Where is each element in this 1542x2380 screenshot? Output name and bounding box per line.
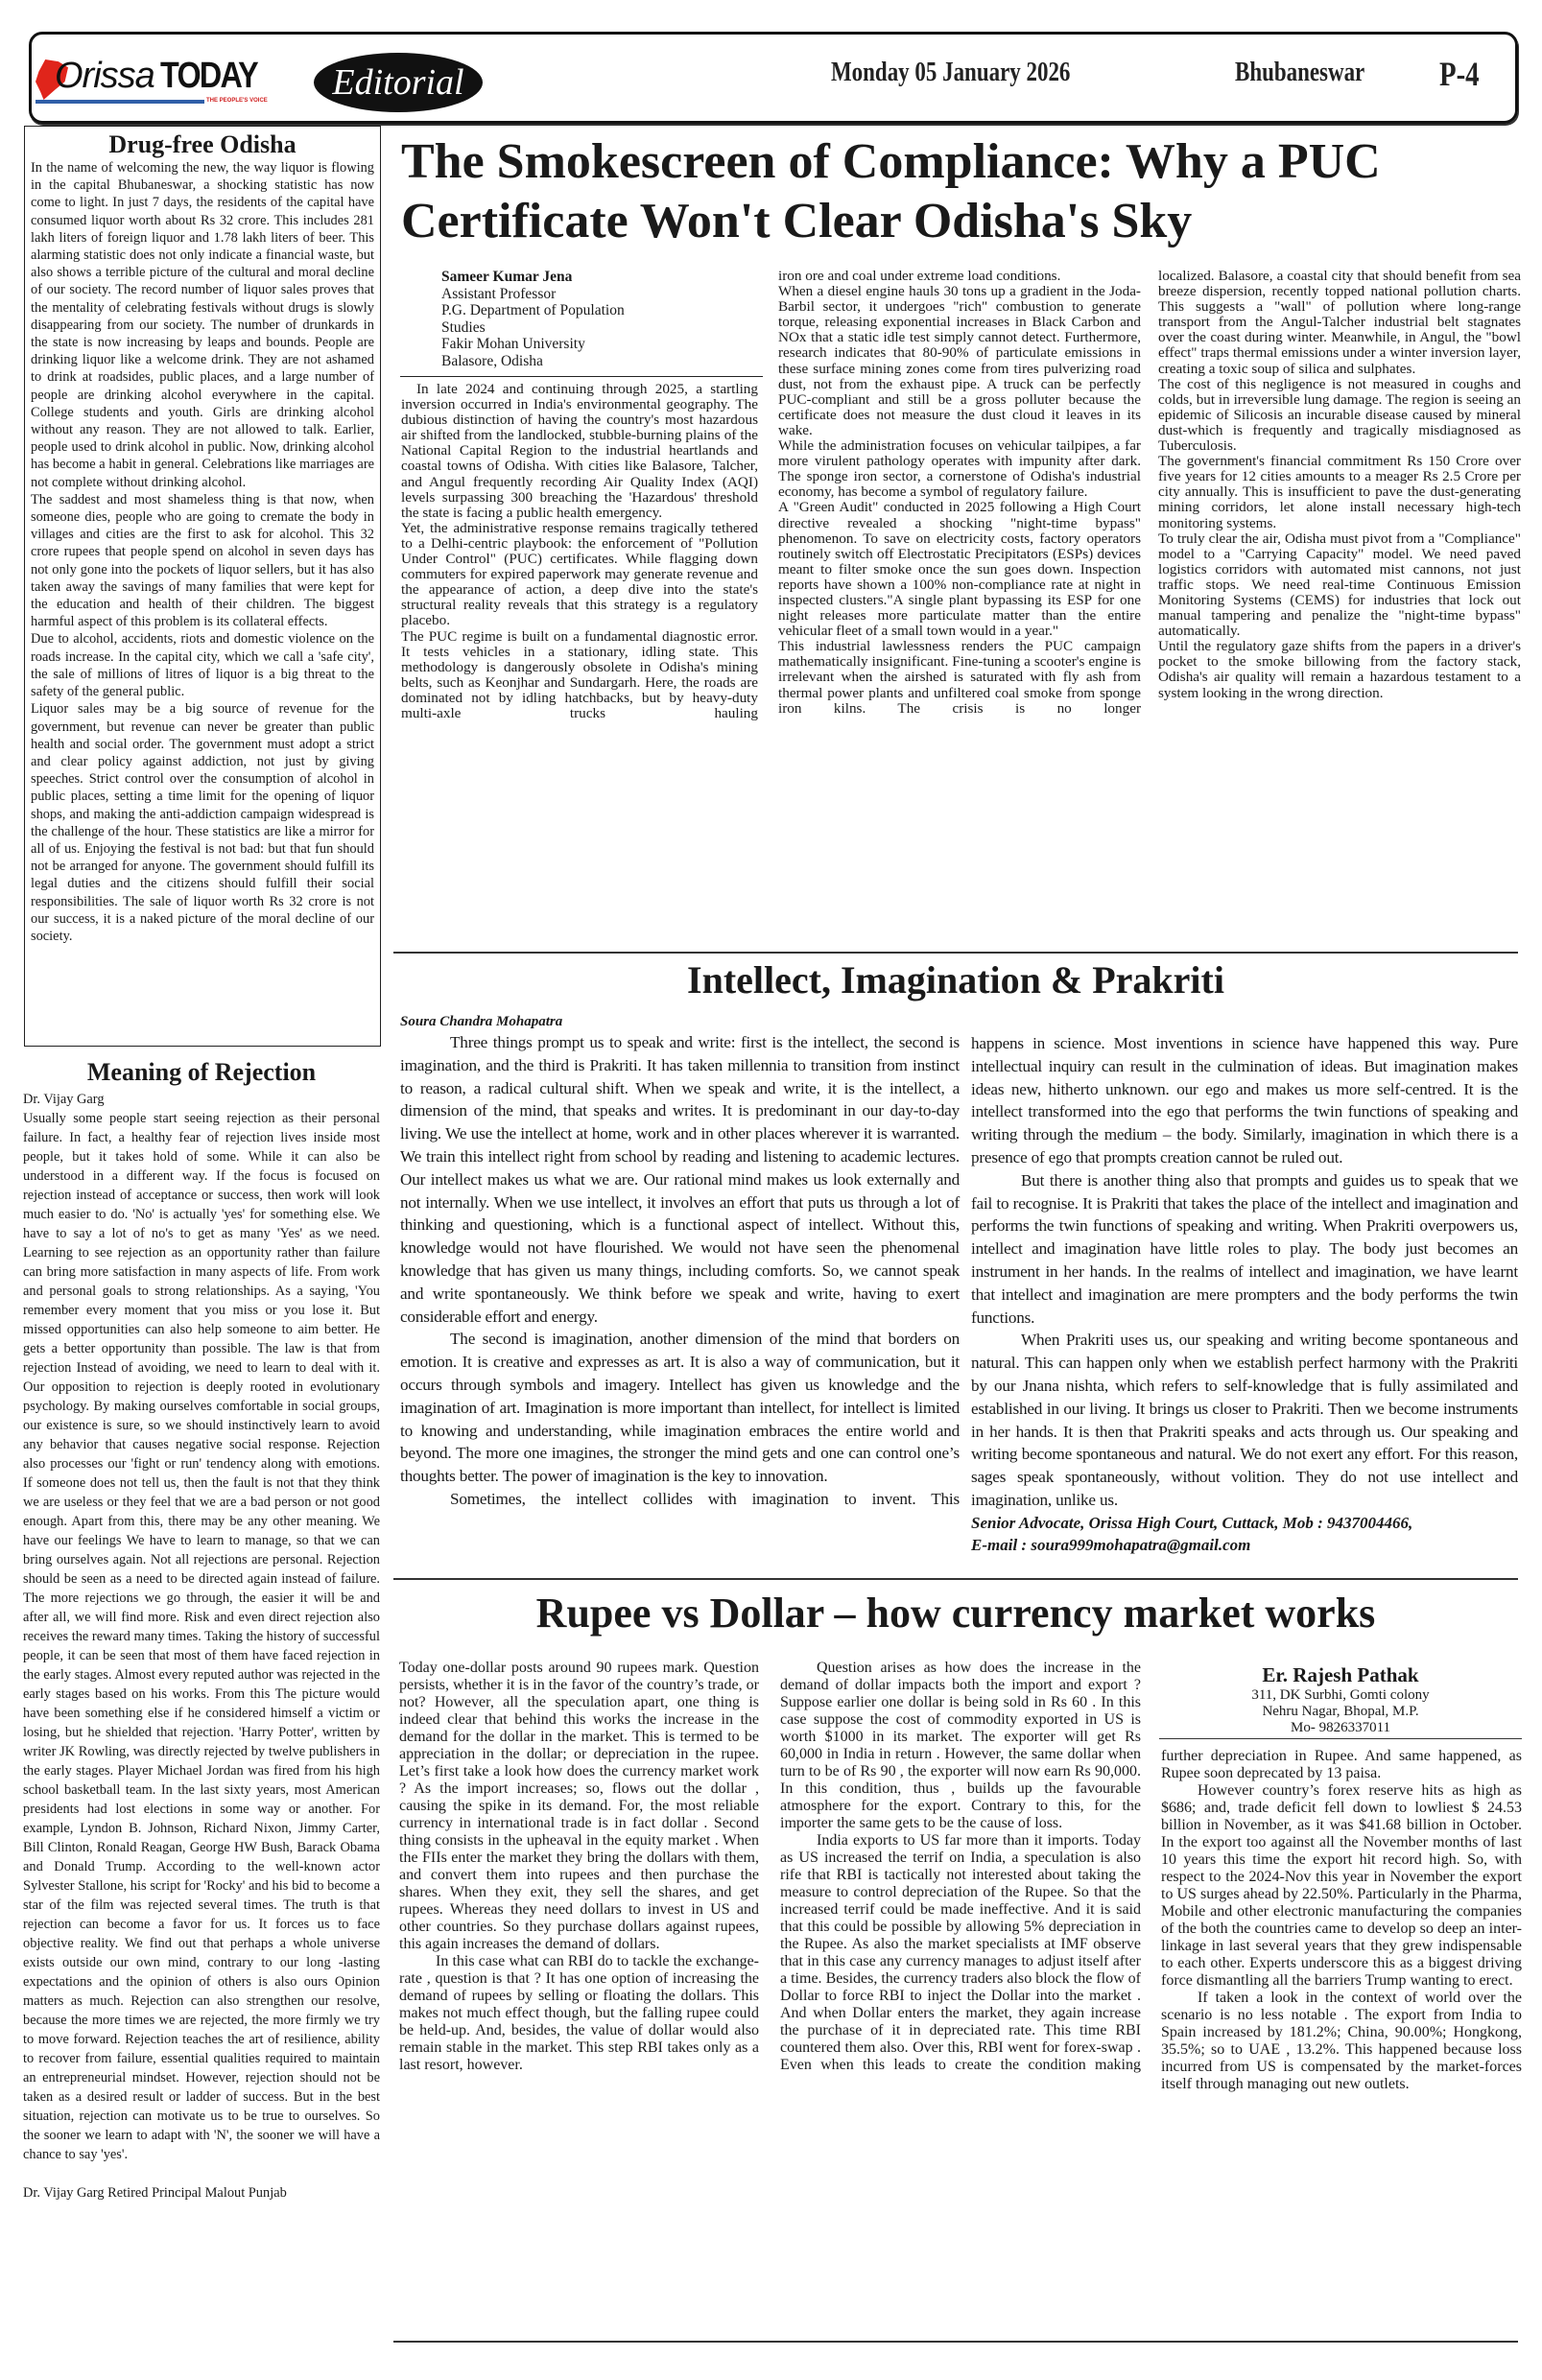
author-address-2: Nehru Nagar, Bhopal, M.P.	[1262, 1704, 1419, 1719]
author-department: P.G. Department of Population	[441, 302, 625, 318]
paragraph: The PUC regime is built on a fundamental diagnostic error. It tests vehicles in a stationary, idling state. This methodology is dangerously obsolete in Odisha's mining belts, such as Keonjhar and Sundargarh. Here, the roads are dominated not by idling hatchbacks, but by heavy-duty multi-axle trucks hauling	[401, 627, 758, 721]
paragraph: When Prakriti uses us, our speaking and writing become spontaneous and natural. This can happen only when we establish perfect harmony with the Prakriti by our Jnana nishta, which refers to self-knowledge that is fully assimilated and established in our living. It brings us closer to Prakriti. Then we become instruments in her hands. It is then that Prakriti speaks and acts through us. Our speaking and writing become spontaneous and natural. We do not exert any effort. For this reason, sages speak spontaneously, without volition. They do not use intellect and imagination, unlike us.	[971, 1331, 1518, 1509]
paragraph: Three things prompt us to speak and write: first is the intellect, the second is imagination, and the third is Prakriti. It has taken millennia to transition from instinct to reason, a radical cultural shift. When we speak and write, it is the intellect, a dimension of the mind, that speaks and writes. It is predominant in our day-to-day living. We use the intellect at home, work and in other places wherever it is warranted. We train this intellect right from school by reading and listening to academic lectures. Our intellect makes us what we are. Our rational mind makes us look externally and not internally. When we use intellect, it involves an effort that puts us through a lot of thinking and questioning, which is a functional aspect of intellect. Without this, knowledge would not have flourished. We would not have seen the phenomenal knowledge that has given us many things, including comforts. So, we cannot speak and write spontaneously. We think before we speak and write, having to exert considerable effort and energy.	[400, 1033, 960, 1326]
logo-tagline: THE PEOPLE'S VOICE	[206, 98, 268, 104]
paragraph: In this case what can RBI do to tackle the exchange-rate , question is that ? It has one option of increasing the demand of rupees by selling or floating the dollars. This makes not much effect though, but the falling rupee could be held-up. And, besides, the value of dollar would also remain stable in the market. This step RBI takes only as a last resort, however.	[399, 1953, 759, 2073]
logo-text-today: TODAY	[160, 56, 258, 96]
author-university: Fakir Mohan University	[441, 336, 585, 352]
article-title: Drug-free Odisha	[108, 130, 297, 158]
paragraph: The saddest and most shameless thing is that now, when someone dies, people who are going to cremate the body in villages and cities are the first to ask for alcohol. This 32 crore rupees that people spend on alcohol in seven days has not only gone into the pockets of liquor sellers, but it has also taken away the savings of many families that were kept for the education and health of their children. The biggest harmful aspect of this problem is its collateral effects.	[31, 491, 374, 630]
paragraph: Sometimes, the intellect collides with imagination to invent. This	[450, 1489, 960, 1508]
paragraph: happens in science. Most inventions in science have happened this way. Pure intellectual inquiry can result in the culmination of ideas. But imagination makes ideas new, hitherto unknown. our ego and makes us more self-centred. It is the intellect transformed into the ego that performs the twin functions of speaking and writing through the medium – the body. Similarly, imagination in which there is a presence of ego that prompts creation cannot be ruled out.	[971, 1034, 1518, 1166]
intellect-column-1	[400, 1012, 960, 1511]
author-email[interactable]: E-mail : soura999mohapatra@gmail.com	[971, 1535, 1251, 1554]
article-author: Dr. Vijay Garg	[23, 1092, 105, 1107]
rupee-author-block	[1159, 1662, 1522, 1736]
paragraph: further depreciation in Rupee. And same happened, as Rupee soon deprecated by 13 paisa.	[1161, 1748, 1522, 1781]
paragraph: iron ore and coal under extreme load conditions.	[778, 268, 1061, 284]
paragraph: Until the regulatory gaze shifts from the papers in a driver's pocket to the smoke billowing from the factory stack, Odisha's air quality will remain a hazardous testament to a system looking in the wrong direction.	[1158, 638, 1521, 701]
paragraph: Usually some people start seeing rejection as their personal failure. In fact, a healthy fear of rejection lives inside most people, but it takes hold of some. While it can also be understood in a different way. If the focus is focused on rejection instead of acceptance or success, then work will look much easier to do. 'No' is actually 'yes' for something else. We have to say a lot of no's to get as many 'Yes' as we need. Learning to see rejection as an opportunity rather than failure can bring more satisfaction in many aspects of life. From work and personal goals to strong relationships. As a saying, 'You remember every moment that you miss or you lose it. But missed opportunities can also help someone to aim better. He gets a better opportunity than possible. The law is that from rejection Instead of avoiding, we need to learn to deal with it. Our opposition to rejection is deeply rooted in evolutionary psychology. By making ourselves comfortable in social groups, our existence is sure, so we should instinctively learn to avoid any behavior that causes negative social response. Rejection also processes our 'fight or run' tendency along with emotions. If someone does not tell us, then the fault is not that they think we are useless or they feel that we are a bad person or not good enough. Apart from this, there may be any other meaning. We have our feelings We have to learn to manage, so that we can bring ourselves again. Not all rejections are personal. Rejection should be seen as a need to be directed again instead of failure. The more rejections we go through, the easier it will be and after all, we will find more. Risk and even direct rejection also receives the reward many times. Taking the history of successful people, it can be seen that most of them have faced rejection in the early stages. Almost every reputed author was rejected in the early stages based on his works. From this The picture would have been something else if he considered himself a victim or losing, but he shielded that rejection. 'Harry Potter', written by writer JK Rowling, was directly rejected by twelve publishers in the early stages. Player Michael Jordan was fired from his high school basketball team. In the last sixty years, most American presidents had lost elections in some way or another. For example, Lyndon B. Johnson, Richard Nixon, Jimmy Carter, Bill Clinton, Ronald Reagan, George HW Bush, Barack Obama and Donald Trump. According to the well-known actor Sylvester Stallone, his script for 'Rocky' and his bid to become a star of the film was rejected several times. The truth is that rejection can become a favor for us. It forces us to face objective reality. We find out that perhaps a whole universe exists outside our own mind, contrary to our long -lasting expectations and the opinion of others is also ours Opinion matters as much. Rejection can also strengthen our resolve, because the more times we are rejected, the more firmly we try to move forward. Rejection teaches the art of resilience, ability to recover from failure, essential qualities required to maintain an entrepreneurial mindset. However, rejection should not be taken as a desired result or ladder of success. But in the best situation, rejection can motivate us to be true to ourselves. So the sooner we learn to adapt with 'N', the sooner we will have a chance to say 'yes'.	[23, 1111, 380, 2162]
lead-column-2	[778, 269, 1141, 717]
paragraph: In late 2024 and continuing through 2025, a startling inversion occurred in India's environmental geography. The dubious distinction of having the country's most hazardous air shifted from the landlocked, stubble-burning plains of the National Capital Region to the industrial heartlands and coastal towns of Odisha. With cities like Balasore, Talcher, and Angul frequently recording Air Quality Index (AQI) levels surpassing 300 breaching the 'Hazardous' threshold the state is facing a public health emergency.	[401, 381, 758, 521]
author-signoff: Dr. Vijay Garg Retired Principal Malout Punjab	[23, 2185, 287, 2201]
paragraph: While the administration focuses on vehicular tailpipes, a far more virulent pathology operates with impunity after dark. The sponge iron sector, a cornerstone of Odisha's industrial economy, has become a symbol of regulatory failure.	[778, 437, 1141, 501]
paragraph: Due to alcohol, accidents, riots and domestic violence on the roads increase. In the capital city, which we call a 'safe city', the sale of millions of litres of liquor is a big threat to the safety of the general public.	[31, 631, 374, 700]
lead-headline: The Smokescreen of Compliance: Why a PUC Certificate Won't Clear Odisha's Sky	[401, 134, 1381, 248]
article-title-rupee: Rupee vs Dollar – how currency market works	[535, 1590, 1376, 1637]
paragraph: India exports to US far more than it imports. Today as US increased the terrif on India, a speculation is also rife that RBI is tactically not interested about taking the measure to control depreciation of the Rupee. So that the increased terrif could be made ineffective. And it is said that this could be possible by allowing 5% depreciation in the Rupee. As also the market specialists at IMF observe that in this case any currency manages to adjust itself after a time. Besides, the currency traders also block the flow of Dollar to force RBI to inject the Dollar into the market . And when Dollar enters the market, they again increase the purchase of it in depreciated rate. This time RBI countered them also. Over this, RBI went for forex-swap . Even when this leads to create the condition making	[780, 1832, 1141, 2073]
page-number: P-4	[1439, 55, 1480, 93]
rupee-column-3	[1161, 1748, 1522, 2093]
paragraph: In the name of welcoming the new, the way liquor is flowing in the capital Bhubaneswar, a shocking statistic has now come to light. In just 7 days, the residents of the capital have consumed liquor worth about Rs 32 crore. This includes 281 lakh liters of foreign liquor and 1.78 lakh liters of beer. This alarming statistic does not only indicate a financial waste, but also shows a terrible picture of the cultural and moral decline of our society. The record number of liquor sales proves that the mentality of celebrating festivals without drugs is slowly disappearing from our society. The number of drunkards in the state is now increasing by leaps and bounds. People are drinking liquor like a welcome drink. They are not ashamed to drink at roadsides, public places, and a large number of people are drinking alcohol everywhere in the capital. College students and youth. Girls are drinking alcohol without any reason. They are not allowed to talk. Earlier, people used to drink alcohol in public. Now, drinking alcohol has become a habit in general. Celebrations like marriages are not complete without drinking alcohol.	[31, 160, 374, 490]
author-divider	[1159, 1738, 1522, 1739]
paragraph: This industrial lawlessness renders the PUC campaign mathematically insignificant. Fine-tuning a scooter's engine is irrelevant when the airshed is saturated with fly ash from thermal power plants and unfiltered coal smoke from sponge iron kilns. The crisis is no longer	[778, 638, 1141, 717]
lead-column-3	[1158, 269, 1521, 701]
article-author: Soura Chandra Mohapatra	[400, 1014, 563, 1029]
byline-divider	[400, 376, 763, 377]
editorial-drug-free-odisha	[24, 126, 381, 1047]
logo-text-orissa: Orissa	[55, 56, 154, 96]
author-name: Er. Rajesh Pathak	[1262, 1663, 1419, 1686]
paragraph: But there is another thing also that prompts and guides us to speak that we fail to recognise. It is Prakriti that takes the place of the intellect and imagination and performs the twin functions of speaking and writing. When Prakriti overpowers us, intellect and imagination have little roles to play. The body just becomes an instrument in her hands. In the realms of intellect and imagination, we have learnt that intellect and imagination are mere prompters and the body performs the twin functions.	[971, 1170, 1518, 1327]
lead-byline	[441, 269, 625, 369]
section-divider	[393, 952, 1518, 954]
section-badge-editorial: Editorial	[314, 53, 483, 112]
page-bottom-rule	[393, 2341, 1518, 2343]
author-address: 311, DK Surbhi, Gomti colony	[1251, 1687, 1430, 1703]
paragraph: Today one-dollar posts around 90 rupees mark. Question persists, whether it is in the favor of the country’s trade, or not? However, all the speculation apart, one thing is indeed clear that behind this works the increase in the demand for the dollar in the market. This is termed to be appreciation in the dollar; or depreciation in the rupee. Let’s first take a look how does the currency market work ? As the import increases; so, flows out the dollar , causing the spike in its demand. For, the most reliable currency in international trade is in fact dollar . Second thing consists in the upheaval in the equity market . When the FIIs enter the market they bring the dollars with them, and convert them into rupees and then purchase the shares. When they exit, they sell the shares, and get rupees. Whereas they need dollars to invest in US and other countries. So they purchase dollars against rupees, this again increases the demand of dollars.	[399, 1660, 759, 1952]
lead-column-1	[401, 382, 758, 721]
paragraph: Question arises as how does the increase in the demand of dollar impacts both the import and export ? Suppose earlier one dollar is being sold in Rs 60 . In this case suppose the cost of commodity exported in US is worth $1000 in its market. The exporter will get Rs 60,000 in India in return . However, the same dollar when turn to be of Rs 90 , the exporter will now earn Rs 90,000. In this condition, thus , builds up the favourable atmosphere for the export. Contrary to this, for the importer the same gets to be the cause of loss.	[780, 1660, 1141, 1831]
author-department-cont: Studies	[441, 318, 486, 336]
author-designation: Senior Advocate, Orissa High Court, Cuttack, Mob : 9437004466,	[971, 1513, 1413, 1532]
paragraph: The cost of this negligence is not measured in coughs and colds, but in irreversible lung damage. The region is seeing an epidemic of Silicosis an incurable disease caused by mineral dust-which is frequently and tragically misdiagnosed as Tuberculosis.	[1158, 375, 1521, 455]
rupee-column-2	[780, 1660, 1141, 2074]
paragraph: However country’s forex reserve hits as high as $686; and, trade deficit fell down to lowliest $ 24.53 billion in November, as it was $41.68 billion in October. In the export too against all the November months of last 10 years this time the export hit record high. So, with respect to the 2024-Nov this year in November the export to US surges ahead by 22.50%. Particularly in the Pharma, Mobile and other electronic manufacturing the companies of the both the countries came to develop so deep an inter-linkage in last several years that they grew indispensable to each other. Experts underscore this as a biggest driving force dismantling all the barriers Trump wanting to erect.	[1161, 1782, 1522, 1989]
edition-city: Bhubaneswar	[1235, 58, 1365, 87]
article-title: Meaning of Rejection	[86, 1058, 317, 1086]
paragraph: To truly clear the air, Odisha must pivot from a "Compliance" model to a "Carrying Capacity" model. We need paved logistics corridors with automated mist cannons, not just traffic stops. We need real-time Continuous Emission Monitoring Systems (CEMS) for industries that lock out manual tampering and penalize the "night-time bypass" automatically.	[1158, 530, 1521, 640]
paragraph: Yet, the administrative response remains tragically tethered to a Delhi-centric playbook: the enforcement of "Pollution Under Control" (PUC) certificates. While flagging down commuters for expired paperwork may generate revenue and the appearance of action, a deep dive into the state's structural reality reveals that this strategy is a regulatory placebo.	[401, 519, 758, 629]
logo-underline	[36, 100, 204, 104]
author-role: Assistant Professor	[441, 285, 557, 302]
paragraph: If taken a look in the context of world over the scenario is no less notable . The export from India to Spain increased by 181.2%; China, 90.00%; Hongkong, 35.5%; so to UAE , 13.2%. This happened because loss incurred from US is compensated by the market-forces itself through managing out new outlets.	[1161, 1990, 1522, 2092]
paragraph: localized. Balasore, a coastal city that should benefit from sea breeze dispersion, recently topped national pollution charts. This suggests a "wall" of pollution where long-range transport from the Angul-Talcher industrial belt stagnates over the coast during winter. Meanwhile, in Angul, the "bowl effect" traps thermal emissions under a winter inversion layer, creating a toxic soup of silica and sulphates.	[1158, 268, 1521, 377]
section-divider	[393, 1578, 1518, 1580]
paragraph: The government's financial commitment Rs 150 Crore over five years for 12 cities amounts to a meager Rs 2.5 Crore per city annually. This is insufficient to pave the dust-generating mining corridors, let alone install necessary high-tech monitoring systems.	[1158, 453, 1521, 531]
author-place: Balasore, Odisha	[441, 352, 543, 369]
article-meaning-of-rejection	[23, 1055, 380, 2203]
author-mobile: Mo- 9826337011	[1290, 1720, 1391, 1735]
issue-date: Monday 05 January 2026	[831, 58, 1071, 87]
article-title-intellect: Intellect, Imagination & Prakriti	[687, 958, 1224, 1001]
orissa-today-logo	[36, 56, 268, 109]
author-name: Sameer Kumar Jena	[441, 269, 573, 285]
paragraph: When a diesel engine hauls 30 tons up a gradient in the Joda-Barbil sector, it undergoes "rich" combustion to generate torque, releasing exponential increases in Black Carbon and NOx that a static idle test simply cannot detect. Furthermore, research indicates that 80-90% of particulate emissions in these surface mining zones come from tires pulverizing road dust, not from the exhaust pipe. A truck can be perfectly PUC-compliant and still be a gross polluter because the certificate does not measure the dust cloud it leaves in its wake.	[778, 283, 1141, 438]
paragraph: A "Green Audit" conducted in 2025 following a High Court directive revealed a shocking "night-time bypass" phenomenon. To save on electricity costs, factory operators routinely switch off Electrostatic Precipitators (ESPs) devices meant to filter smoke once the sun goes down. Inspection reports have shown a 100% non-compliance rate at night in inspected clusters."A single plant bypassing its ESP for one night releases more particulate matter than the entire vehicular fleet of a small town would in a year."	[778, 499, 1141, 640]
intellect-column-2	[971, 1032, 1518, 1556]
paragraph: Liquor sales may be a big source of revenue for the government, but revenue can never be greater than public health and social order. The government must adopt a strict and clear policy against addiction, not just by giving speeches. Strict control over the consumption of alcohol in public places, setting a time limit for the opening of liquor shops, and making the anti-addiction campaign widespread is the challenge of the hour. These statistics are like a mirror for all of us. Enjoying the festival is not bad: but that fun should not be arranged for anyone. The government should fulfill its legal duties and the citizens should fulfill their social responsibilities. The sale of liquor worth Rs 32 crore is not our success, it is a naked picture of the moral decline of our society.	[31, 701, 374, 944]
rupee-column-1	[399, 1660, 759, 2074]
paragraph: The second is imagination, another dimension of the mind that borders on emotion. It is creative and expresses as art. It is also a way of communication, but it occurs through symbols and imagery. Intellect has given us knowledge and the imagination of art. Imagination is more important than intellect, for intellect is limited to knowing and understanding, while imagination embraces the entire world and beyond. The more one imagines, the stronger the mind gets and one can control one’s thoughts better. The power of imagination is the key to innovation.	[400, 1330, 960, 1486]
